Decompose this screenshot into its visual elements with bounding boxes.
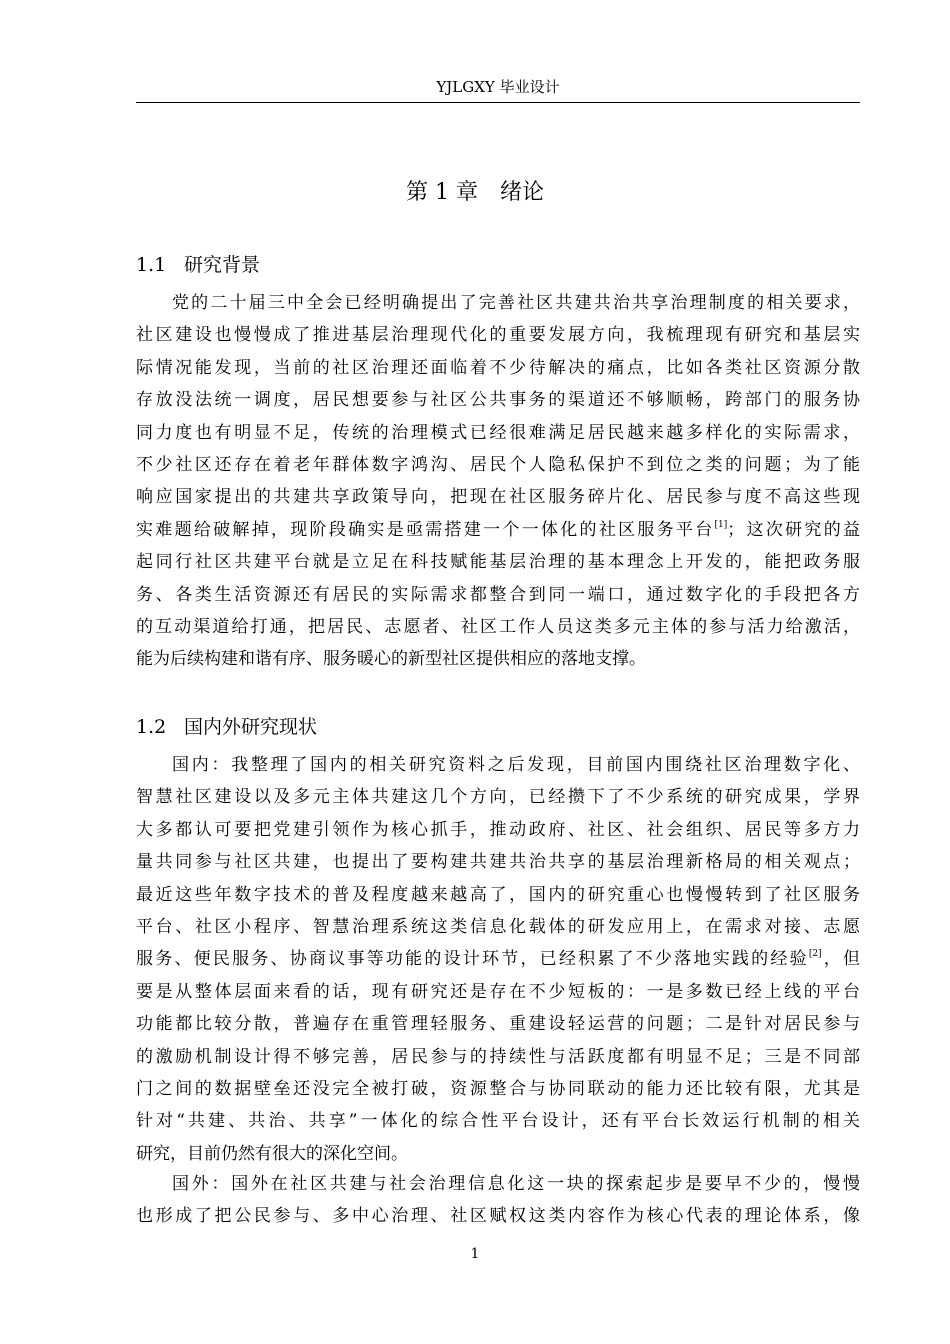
section-heading-1-1 xyxy=(136,250,260,280)
text-line: 功能都比较分散，普遍存在重管理轻服务、重建设轻运营的问题；二是针对居民参与 xyxy=(136,1014,860,1035)
text-line: 国外：国外在社区共建与社会治理信息化这一块的探索起步是要早不少的，慢慢 xyxy=(172,1174,860,1194)
page-number: 1 xyxy=(470,1246,480,1262)
text-line: 同力度也有明显不足，传统的治理模式已经很难满足居民越来越多样化的实际需求， xyxy=(136,422,860,443)
paragraph-domestic-research xyxy=(136,749,860,1170)
section-number: 1.2 xyxy=(136,716,167,738)
text-segment: 服务、便民服务、协商议事等功能的设计环节，已经积累了不少落地实践的经验 xyxy=(136,949,809,970)
citation-ref-1: [1] xyxy=(714,519,728,530)
text-line: 要是从整体层面来看的话，现有研究还是存在不少短板的：一是多数已经上线的平台 xyxy=(136,981,860,1002)
section-number: 1.1 xyxy=(136,254,167,276)
text-line: 智慧社区建设以及多元主体共建这几个方向，已经攒下了不少系统的研究成果，学界 xyxy=(136,787,860,808)
text-line: 社区建设也慢慢成了推进基层治理现代化的重要发展方向，我梳理现有研究和基层实 xyxy=(136,325,860,346)
text-line: 针对“共建、共治、共享”一体化的综合性平台设计，还有平台长效运行机制的相关 xyxy=(136,1111,860,1132)
text-line: 不少社区还存在着老年群体数字鸿沟、居民个人隐私保护不到位之类的问题；为了能 xyxy=(136,455,860,476)
text-line: 起同行社区共建平台就是立足在科技赋能基层治理的基本理念上开发的，能把政务服 xyxy=(136,552,860,573)
section-title: 研究背景 xyxy=(184,254,261,276)
paragraph-foreign-research xyxy=(136,1168,860,1233)
text-line xyxy=(136,943,860,975)
text-segment: ，但 xyxy=(821,949,861,970)
text-line: 的互动渠道给打通，把居民、志愿者、社区工作人员这类多元主体的参与活力给激活， xyxy=(136,617,860,638)
section-title: 国内外研究现状 xyxy=(184,716,318,738)
text-line: 国内：我整理了国内的相关研究资料之后发现，目前国内围绕社区治理数字化、 xyxy=(172,755,860,775)
text-line xyxy=(136,514,860,546)
text-line: 存放没法统一调度，居民想要参与社区公共事务的渠道还不够顺畅，跨部门的服务协 xyxy=(136,390,860,411)
text-segment: 实难题给破解掉，现阶段确实是亟需搭建一个一体化的社区服务平台 xyxy=(136,519,715,540)
text-line: 大多都认可要把党建引领作为核心抓手，推动政府、社区、社会组织、居民等多方力 xyxy=(136,819,860,840)
text-line: 研究，目前仍然有很大的深化空间。 xyxy=(136,1143,408,1164)
chapter-title: 第 1 章 绪论 xyxy=(406,180,544,205)
text-line: 的激励机制设计得不够完善，居民参与的持续性与活跃度都有明显不足；三是不同部 xyxy=(136,1046,860,1067)
paragraph-research-background xyxy=(136,287,860,676)
text-line: 响应国家提出的共建共享政策导向，把现在社区服务碎片化、居民参与度不高这些现 xyxy=(136,487,860,508)
page-header: YJLGXY 毕业设计 xyxy=(136,74,860,103)
text-line: 际情况能发现，当前的社区治理还面临着不少待解决的痛点，比如各类社区资源分散 xyxy=(136,357,860,378)
text-line: 最近这些年数字技术的普及程度越来越高了，国内的研究重心也慢慢转到了社区服务 xyxy=(136,884,860,905)
text-line: 务、各类生活资源还有居民的实际需求都整合到同一端口，通过数字化的手段把各方 xyxy=(136,584,860,605)
section-heading-1-2 xyxy=(136,712,317,742)
text-line: 党的二十届三中全会已经明确提出了完善社区共建共治共享治理制度的相关要求， xyxy=(172,293,860,313)
text-line: 能为后续构建和谐有序、服务暖心的新型社区提供相应的落地支撑。 xyxy=(136,649,646,670)
text-line: 门之间的数据壁垒还没完全被打破，资源整合与协同联动的能力还比较有限，尤其是 xyxy=(136,1079,860,1100)
text-segment: ；这次研究的益 xyxy=(727,519,861,540)
citation-ref-2: [2] xyxy=(808,949,822,960)
text-line: 平台、社区小程序、智慧治理系统这类信息化载体的研发应用上，在需求对接、志愿 xyxy=(136,917,860,938)
text-line: 也形成了把公民参与、多中心治理、社区赋权这类内容作为核心代表的理论体系，像 xyxy=(136,1206,860,1227)
text-line: 量共同参与社区共建，也提出了要构建共建共治共享的基层治理新格局的相关观点； xyxy=(136,852,860,873)
